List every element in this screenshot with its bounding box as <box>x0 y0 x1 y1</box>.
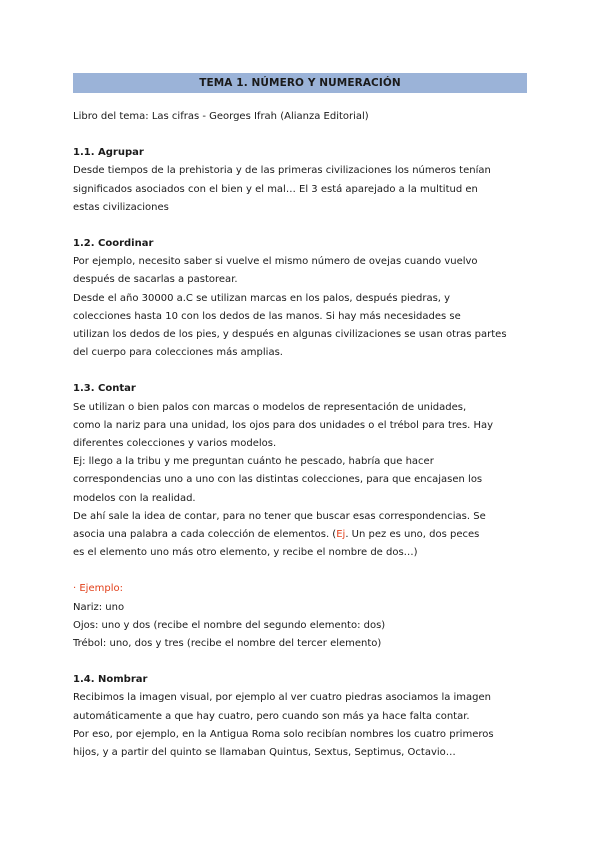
paragraph-line: modelos con la realidad. <box>73 492 196 504</box>
paragraph-line: del cuerpo para colecciones más amplias. <box>73 347 283 359</box>
section-heading-agrupar: 1.1. Agrupar <box>73 147 144 159</box>
paragraph-line: estas civilizaciones <box>73 201 169 213</box>
paragraph-line: es el elemento uno más otro elemento, y recibe el nombre de dos…) <box>73 547 418 559</box>
paragraph-text: asocia una palabra a cada colección de elementos. ( <box>73 529 337 541</box>
paragraph-line: automáticamente a que hay cuatro, pero cuando son más ya hace falta contar. <box>73 710 470 722</box>
paragraph-line: Se utilizan o bien palos con marcas o modelos de representación de unidades, <box>73 401 467 413</box>
section-heading-coordinar: 1.2. Coordinar <box>73 238 154 250</box>
paragraph-line: De ahí sale la idea de contar, para no tener que buscar esas correspondencias. Se <box>73 510 486 522</box>
example-line: Ojos: uno y dos (recibe el nombre del segundo elemento: dos) <box>73 619 386 631</box>
paragraph-line: después de sacarlas a pastorear. <box>73 274 238 286</box>
paragraph-line: Por ejemplo, necesito saber si vuelve el mismo número de ovejas cuando vuelvo <box>73 256 478 268</box>
paragraph-line-with-example <box>73 526 533 544</box>
book-reference: Libro del tema: Las cifras - Georges Ifrah (Alianza Editorial) <box>73 111 369 122</box>
paragraph-line: diferentes colecciones y varios modelos. <box>73 438 277 450</box>
paragraph-line: Desde tiempos de la prehistoria y de las primeras civilizaciones los números tenían <box>73 165 491 177</box>
paragraph-line: como la nariz para una unidad, los ojos para dos unidades o el trébol para tres. Hay <box>73 419 494 431</box>
paragraph-line: correspondencias uno a uno con las distintas colecciones, para que encajasen los <box>73 474 483 486</box>
paragraph-line: Recibimos la imagen visual, por ejemplo al ver cuatro piedras asociamos la imagen <box>73 692 492 704</box>
paragraph-line: Por eso, por ejemplo, en la Antigua Roma solo recibían nombres los cuatro primeros <box>73 728 494 740</box>
section-heading-nombrar: 1.4. Nombrar <box>73 674 148 686</box>
paragraph-line: Desde el año 30000 a.C se utilizan marcas en los palos, después piedras, y <box>73 292 451 304</box>
paragraph-line: colecciones hasta 10 con los dedos de las manos. Si hay más necesidades se <box>73 310 461 322</box>
document-title: TEMA 1. NÚMERO Y NUMERACIÓN <box>73 73 527 93</box>
example-marker: Ej <box>336 529 346 541</box>
paragraph-line: Ej: llego a la tribu y me preguntan cuánto he pescado, habría que hacer <box>73 456 434 468</box>
example-line: Trébol: uno, dos y tres (recibe el nombre del tercer elemento) <box>73 638 382 650</box>
example-line: Nariz: uno <box>73 601 125 613</box>
section-heading-contar: 1.3. Contar <box>73 383 136 395</box>
paragraph-line: utilizan los dedos de los pies, y después en algunas civilizaciones se usan otras partes <box>73 329 507 341</box>
paragraph-line: significados asociados con el bien y el mal… El 3 está aparejado a la multitud en <box>73 183 478 195</box>
document-body <box>73 108 533 762</box>
paragraph-text: . Un pez es uno, dos peces <box>345 529 480 541</box>
paragraph-line: hijos, y a partir del quinto se llamaban Quintus, Sextus, Septimus, Octavio… <box>73 747 456 759</box>
example-label: · Ejemplo: <box>73 583 123 595</box>
